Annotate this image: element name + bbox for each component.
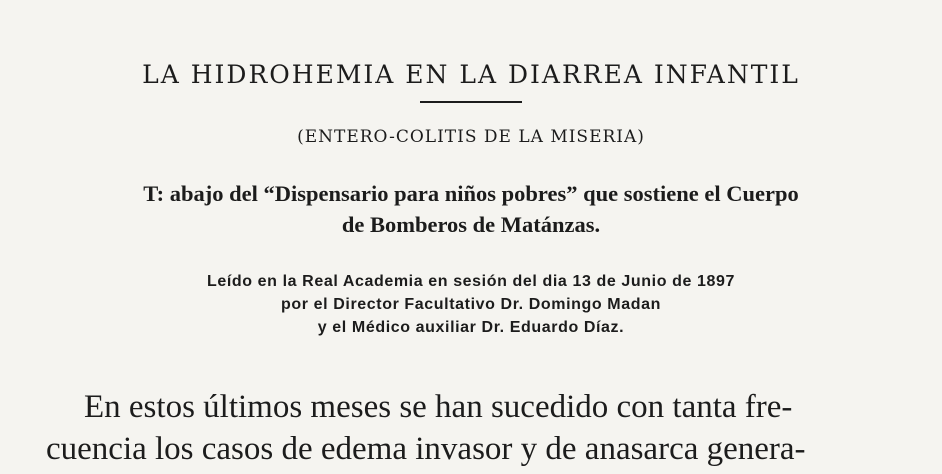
title-underline bbox=[420, 101, 522, 103]
article-subtitle: (ENTERO-COLITIS DE LA MISERIA) bbox=[297, 127, 645, 147]
body-line: En estos últimos meses se han sucedido con tanta fre- bbox=[84, 389, 793, 425]
article-heading bbox=[0, 178, 942, 240]
body-line: cuencia los casos de edema invasor y de anasarca genera- bbox=[46, 431, 806, 467]
reading-note-line: y el Médico auxiliar Dr. Eduardo Díaz. bbox=[317, 319, 625, 336]
heading-line: de Bomberos de Matánzas. bbox=[341, 212, 601, 237]
article-title: LA HIDROHEMIA EN LA DIARREA INFANTIL bbox=[142, 60, 800, 89]
reading-note bbox=[0, 270, 942, 339]
body-paragraph bbox=[46, 386, 926, 470]
heading-line: T: abajo del “Dispensario para niños pobres” que sostiene el Cuerpo bbox=[143, 181, 799, 206]
reading-note-line: por el Director Facultativo Dr. Domingo Madan bbox=[281, 296, 661, 313]
reading-note-line: Leído en la Real Academia en sesión del dia 13 de Junio de 1897 bbox=[206, 273, 736, 290]
